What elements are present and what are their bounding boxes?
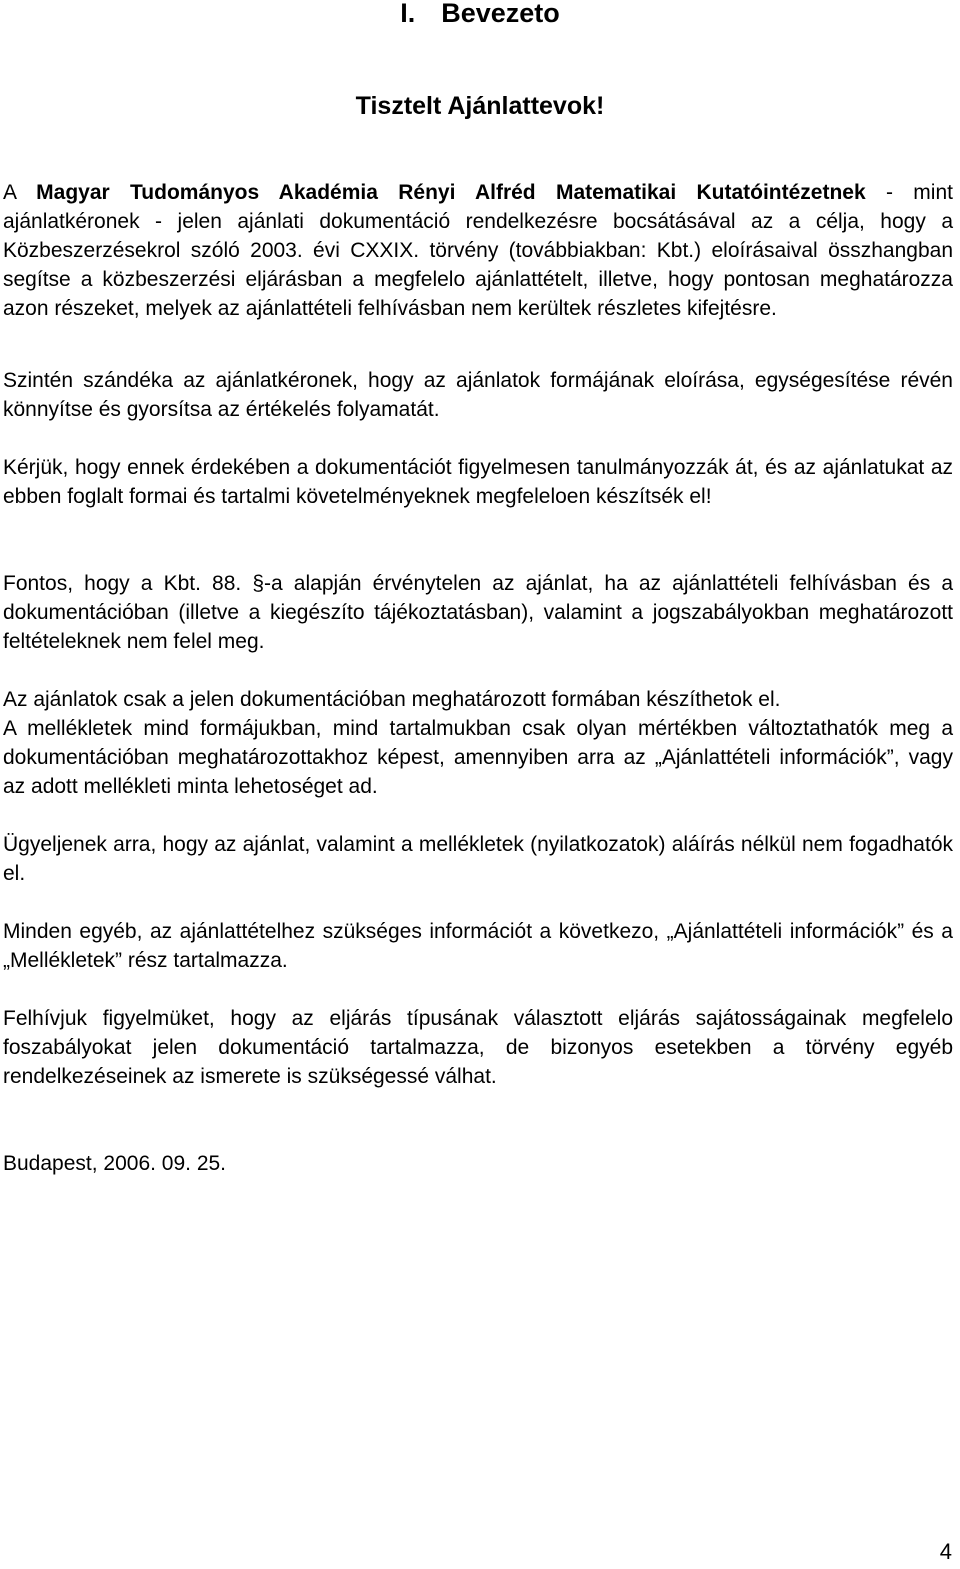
section-number: I.	[400, 0, 416, 28]
intro-paragraph	[3, 178, 953, 323]
paragraph-request: Kérjük, hogy ennek érdekében a dokumentációt figyelmesen tanulmányozzák át, és az ajánlatukat az ebben foglalt formai és tartalmi követelményeknek megfeleloen készítsék el!	[3, 456, 953, 508]
paragraph-validity: Fontos, hogy a Kbt. 88. §-a alapján érvénytelen az ajánlat, ha az ajánlattételi felhívásban és a dokumentációban (illetve a kiegészíto tájékoztatásban), valamint a jogszabályokban meghatározott feltételeknek nem felel meg.	[3, 572, 953, 653]
place-date: Budapest, 2006. 09. 25.	[3, 1152, 227, 1175]
paragraph-signature: Ügyeljenek arra, hogy az ajánlat, valamint a mellékletek (nyilatkozatok) aláírás nélkül nem fogadhatók el.	[3, 833, 953, 885]
intro-prefix: A	[3, 181, 37, 204]
section-heading	[0, 0, 960, 26]
section-title: Bevezeto	[441, 0, 560, 28]
intro-paragraph-second: Szintén szándéka az ajánlatkéronek, hogy az ajánlatok formájának eloírása, egységesítése révén könnyítse és gyorsítsa az értékelés folyamatát.	[3, 369, 953, 421]
paragraph-annexes: A mellékletek mind formájukban, mind tartalmukban csak olyan mértékben változtathatók meg a dokumentációban meghatározottakhoz képest, amennyiben arra az „Ajánlattételi információk”, vagy az adott mellékleti minta lehetoséget ad.	[3, 717, 953, 798]
greeting: Tisztelt Ajánlattevok!	[355, 92, 605, 120]
paragraph-attention: Felhívjuk figyelmüket, hogy az eljárás típusának választott eljárás sajátosságainak megfelelo foszabályokat jelen dokumentáció tartalmazza, de bizonyos esetekben a törvény egyéb rendelkezéseinek az ismerete is szükségessé válhat.	[3, 1007, 953, 1088]
institute-name: Magyar Tudományos Akadémia Rényi Alfréd Matematikai Kutatóintézetnek	[36, 181, 866, 204]
paragraph-form: Az ajánlatok csak a jelen dokumentációban meghatározott formában készíthetok el.	[3, 688, 781, 711]
paragraph-information: Minden egyéb, az ajánlattételhez szükséges információt a következo, „Ajánlattételi információk” és a „Mellékletek” rész tartalmazza.	[3, 920, 953, 972]
intro-text: - mint ajánlatkéronek - jelen ajánlati dokumentáció rendelkezésre bocsátásával az a célja, hogy a Közbeszerzésekrol szóló 2003. évi CXXIX. törvény (továbbiakban: Kbt.) eloírásaival összhangban segítse a közbeszerzési eljárásban a megfelelo ajánlattételt, illetve, hogy pontosan meghatározza azon részeket, melyek az ajánlattételi felhívásban nem kerültek részletes kifejtésre.	[3, 181, 953, 320]
page-number: 4	[939, 1539, 952, 1564]
